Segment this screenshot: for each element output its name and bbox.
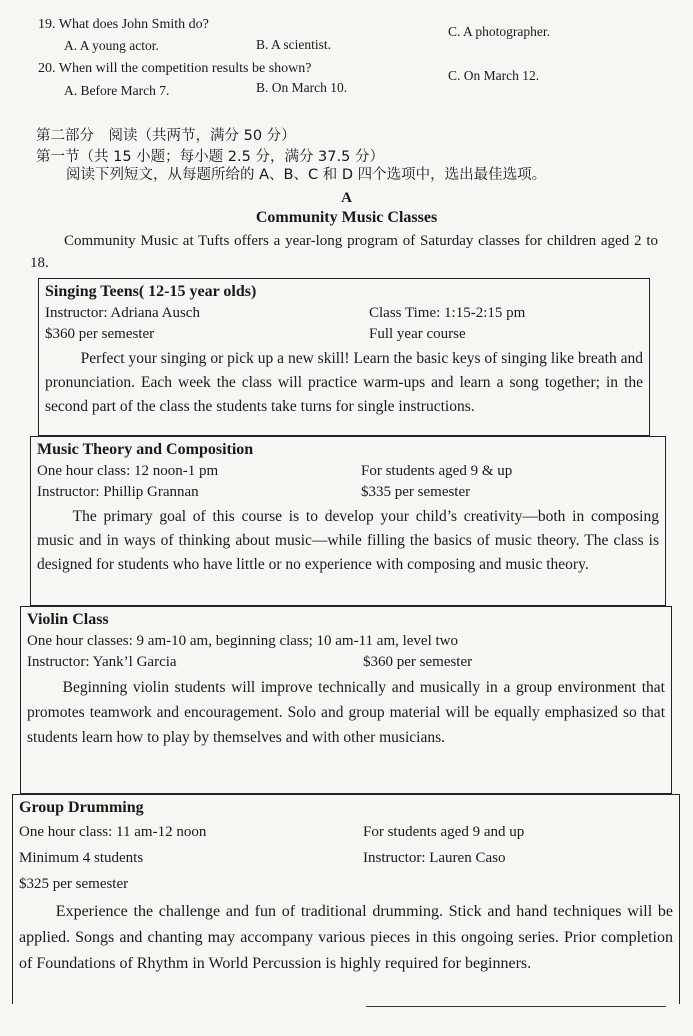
question-20-option-c: C. On March 12.: [448, 68, 540, 83]
section-instruction: 阅读下列短文，从每题所给的 A、B、C 和 D 四个选项中，选出最佳选项。: [66, 167, 547, 183]
class-box-violin: [20, 606, 672, 794]
class-description: Beginning violin students will improve technically and musically in a group environment that promotes teamwork and encouragement. Solo and group material will be equally emphasized so that students learn how to play by themselves and with other musicians.: [27, 679, 665, 746]
class-info-row: [45, 324, 643, 345]
class-info: $335 per semester: [361, 484, 471, 500]
question-19-stem: 19. What does John Smith do?: [38, 17, 209, 32]
class-title: Violin Class: [27, 611, 109, 628]
question-19-option-a: A. A young actor.: [64, 38, 159, 53]
class-info-row: [37, 461, 659, 482]
class-info: Instructor: Yank’l Garcia: [27, 654, 177, 670]
section-subsection-heading: 第一节（共 15 小题；每小题 2.5 分，满分 37.5 分）: [36, 149, 384, 165]
question-20-option-a: A. Before March 7.: [64, 83, 170, 98]
class-info: Minimum 4 students: [19, 850, 144, 866]
class-info-row: [37, 482, 659, 503]
class-description: Perfect your singing or pick up a new skill! Learn the basic keys of singing like breath and pronunciation. Each week the class will practice warm-ups and learn a song together; in the second part of the class the students take turns for single instructions.: [45, 350, 643, 415]
class-info: Instructor: Lauren Caso: [363, 850, 506, 866]
class-info: For students aged 9 and up: [363, 824, 525, 840]
class-info: $360 per semester: [45, 326, 155, 342]
class-info-row: [27, 652, 665, 673]
class-info: Class Time: 1:15-2:15 pm: [369, 305, 526, 321]
question-19-option-b: B. A scientist.: [256, 37, 332, 52]
class-title: Singing Teens( 12-15 year olds): [45, 283, 257, 300]
passage-title: Community Music Classes: [255, 209, 438, 226]
answer-line: [366, 1006, 666, 1007]
class-title: Music Theory and Composition: [37, 441, 254, 458]
class-info: For students aged 9 & up: [361, 463, 513, 479]
class-title: Group Drumming: [19, 799, 144, 816]
class-info-row: [27, 631, 665, 652]
class-info-row: [19, 845, 673, 871]
question-19-option-c: C. A photographer.: [448, 24, 550, 39]
class-info: Full year course: [369, 326, 466, 342]
class-info-row: [19, 819, 673, 845]
class-description: The primary goal of this course is to develop your child’s creativity—both in composing music and in ways of thinking about music—while filling the basics of music theory. The class is designed for students who have little or no experience with composing and music theory.: [37, 508, 659, 573]
class-info-row: [45, 303, 643, 324]
class-box-group-drumming: [12, 794, 680, 1004]
class-info: Instructor: Adriana Ausch: [45, 305, 200, 321]
class-info: Instructor: Phillip Grannan: [37, 484, 199, 500]
class-info: $325 per semester: [19, 876, 129, 892]
class-info: One hour class: 12 noon-1 pm: [37, 463, 219, 479]
question-20-option-b: B. On March 10.: [256, 80, 348, 95]
passage-intro: Community Music at Tufts offers a year-long program of Saturday classes for children aged 2 to 18.: [30, 233, 658, 271]
class-description: Experience the challenge and fun of traditional drumming. Stick and hand techniques will be applied. Songs and chanting may accompany various pieces in this ongoing series. Prior completion of Foundations of Rhythm in World Percussion is highly required for beginners.: [19, 903, 673, 972]
class-info: One hour class: 11 am-12 noon: [19, 824, 207, 840]
question-20-stem: 20. When will the competition results be shown?: [38, 61, 312, 76]
class-info: One hour classes: 9 am-10 am, beginning class; 10 am-11 am, level two: [27, 633, 459, 649]
class-box-singing-teens: [38, 278, 650, 436]
passage-letter: A: [341, 190, 352, 206]
class-info-row: [19, 871, 673, 897]
section-part-heading: 第二部分 阅读（共两节，满分 50 分）: [36, 128, 296, 144]
class-box-music-theory: [30, 436, 666, 606]
class-info: $360 per semester: [363, 654, 473, 670]
